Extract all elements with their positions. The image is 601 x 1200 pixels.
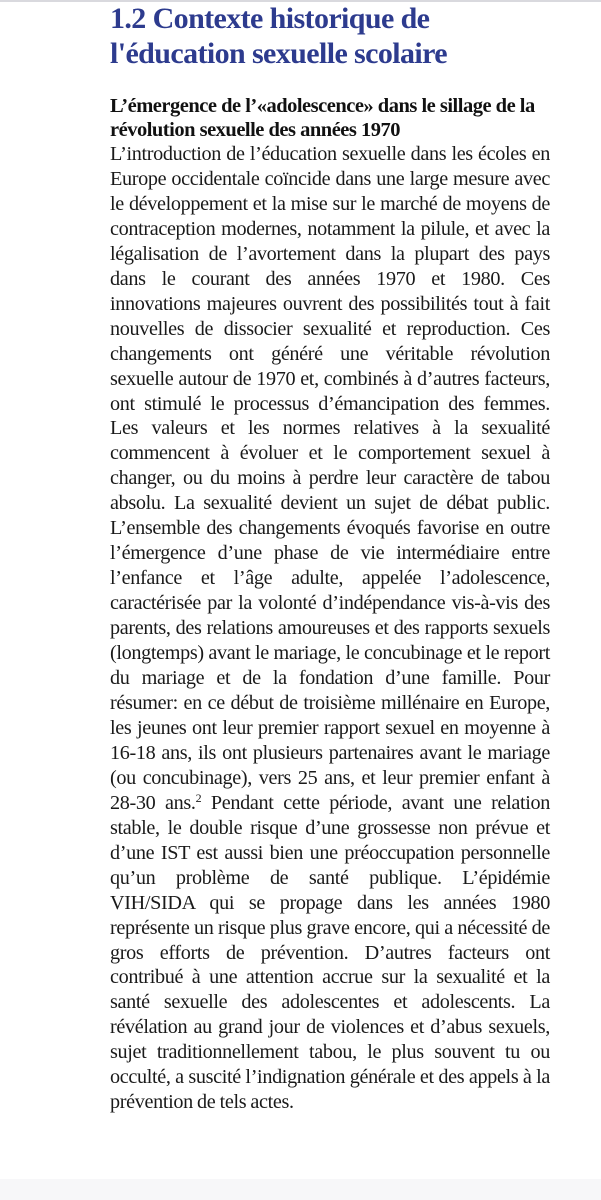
subheading: L’émergence de l’«adolescence» dans le sillage de la révolution sexuelle des années 1970 bbox=[110, 95, 535, 141]
document-page bbox=[110, 0, 550, 1115]
body-paragraph bbox=[110, 142, 550, 1115]
footnote-reference[interactable]: 2 bbox=[195, 790, 202, 805]
section-title: 1.2 Contexte historique de l'éducation sexuelle scolaire bbox=[110, 2, 448, 70]
paragraph-text-part-2: Pendant cette période, avant une relation stable, le double risque d’une grossesse non prévue et d’une IST est aussi bien une préoccupation personnelle qu’un problème de santé publique. L’épidémie VIH/SIDA qui se propage dans les années 1980 représente un risque plus grave encore, qui a nécessité de gros efforts de prévention. D’autres facteurs ont contribué à une attention accrue sur la sexualité et la santé sexuelle des adolescentes et adolescents. La révélation au grand jour de violences et d’abus sexuels, sujet traditionnellement tabou, le plus souvent tu ou occulté, a suscité l’indignation générale et des appels à la prévention de tels actes. bbox=[110, 791, 550, 1114]
bottom-toolbar-area bbox=[0, 1179, 601, 1200]
paragraph-text-part-1: L’introduction de l’éducation sexuelle dans les écoles en Europe occidentale coïncide dans une large mesure avec le développement et la mise sur le marché de moyens de contraception modernes, notamment la pilule, et avec la légalisation de l’avortement dans la plupart des pays dans le courant des années 1970 et 1980. Ces innovations majeures ouvrent des possibilités tout à fait nouvelles de dissocier sexualité et reproduction. Ces changements ont généré une véritable révolution sexuelle autour de 1970 et, combinés à d’autres facteurs, ont stimulé le processus d’émancipation des femmes. Les valeurs et les normes relatives à la sexualité commencent à évoluer et le comportement sexuel à changer, ou du moins à perdre leur caractère de tabou absolu. La sexualité devient un sujet de débat public. L’ensemble des changements évoqués favorise en outre l’émergence d’une phase de vie intermédiaire entre l’enfance et l’âge adulte, appelée l’adolescence, caractérisée par la volonté d’indépendance vis-à-vis des parents, des relations amoureuses et des rapports sexuels (longtemps) avant le mariage, le concubinage et le report du mariage et de la fondation d’une famille. Pour résumer: en ce début de troisième millénaire en Europe, les jeunes ont leur premier rapport sexuel en moyenne à 16-18 ans, ils ont plusieurs partenaires avant le mariage (ou concubinage), vers 25 ans, et leur premier enfant à 28-30 ans. bbox=[110, 143, 550, 814]
